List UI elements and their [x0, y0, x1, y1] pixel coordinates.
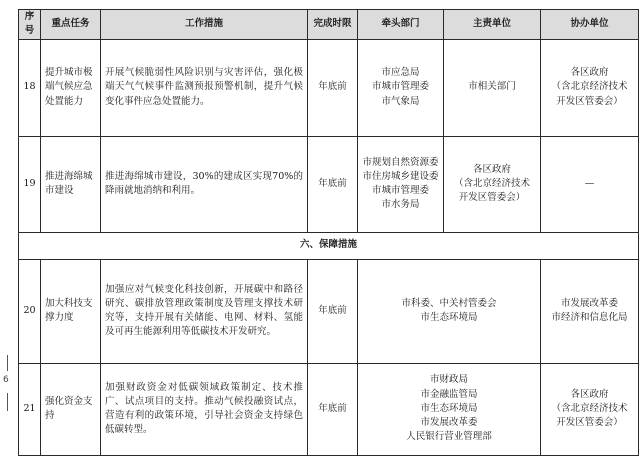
- row-assist: [541, 259, 639, 363]
- lead-dept: 市财政局: [429, 374, 468, 386]
- page-number: 6: [3, 375, 9, 385]
- row-responsible: [444, 136, 541, 232]
- table-row: [19, 259, 639, 363]
- row-deadline: 年底前: [308, 259, 358, 363]
- assist-unit: 市经济和信息化局: [551, 312, 628, 323]
- responsible-unit: 各区政府: [472, 163, 511, 175]
- table-row: [19, 136, 639, 232]
- lead-dept: 人民银行营业管理部: [406, 431, 492, 443]
- assist-unit: （含北京经济技术: [551, 81, 628, 93]
- row-lead: [358, 39, 444, 136]
- row-lead-merged: [358, 363, 541, 455]
- assist-unit: 各区政府: [570, 67, 609, 79]
- header-responsible: 主责单位: [444, 10, 541, 40]
- header-lead: 牵头部门: [358, 10, 444, 40]
- lead-dept: 市城市管理委: [371, 185, 429, 196]
- lead-dept: 市住房城乡建设委: [362, 170, 439, 182]
- row-responsible: [444, 39, 541, 136]
- row-lead: [358, 136, 444, 232]
- lead-dept: 市规划自然资源委: [362, 156, 439, 168]
- lead-dept: 市发展改革委: [420, 417, 478, 429]
- margin-page-marker: [2, 355, 14, 415]
- header-assist: 协办单位: [541, 10, 639, 40]
- row-lead-merged: [358, 259, 541, 363]
- lead-dept: 市城市管理委: [371, 81, 429, 93]
- margin-rule: [7, 355, 8, 371]
- task-table: [18, 9, 639, 456]
- responsible-unit: 开发区管委会）: [458, 192, 526, 204]
- responsible-unit: （含北京经济技术: [453, 177, 530, 189]
- lead-dept: 市科委、中关村管委会: [401, 297, 497, 309]
- lead-dept: 市气象局: [381, 95, 420, 107]
- row-deadline: 年底前: [308, 39, 358, 136]
- lead-dept: 市应急局: [381, 67, 420, 79]
- header-num: 序号: [19, 10, 41, 40]
- header-measure: 工作措施: [101, 10, 308, 40]
- row-measure: 加强应对气候变化科技创新，开展碳中和路径研究、碳排放管理政策制度及管理支撑技术研究等，支持开展有关储能、电网、材料、氢能及可再生能源利用等低碳技术开发研究。: [101, 259, 308, 363]
- lead-dept: 市水务局: [381, 199, 420, 211]
- row-deadline: 年底前: [308, 363, 358, 455]
- lead-dept: 市生态环境局: [420, 312, 478, 323]
- row-num: 19: [19, 136, 41, 232]
- margin-rule: [7, 393, 8, 411]
- assist-unit: （含北京经济技术: [551, 402, 628, 414]
- row-task: 推进海绵城市建设: [41, 136, 101, 232]
- assist-unit: —: [584, 177, 595, 189]
- row-assist: [541, 363, 639, 455]
- assist-unit: 市发展改革委: [560, 297, 618, 309]
- row-num: 21: [19, 363, 41, 455]
- row-num: 18: [19, 39, 41, 136]
- row-measure: 加强财政资金对低碳领域政策制定、技术推广、试点项目的支持。推动气候投融资试点，营造有利的政策环境，引导社会资金支持绿色低碳转型。: [101, 363, 308, 455]
- row-num: 20: [19, 259, 41, 363]
- lead-dept: 市生态环境局: [420, 402, 478, 414]
- header-deadline: 完成时限: [308, 10, 358, 40]
- row-measure: 开展气候脆弱性风险识别与灾害评估，强化极端天气气候事件监测预报预警机制，提升气候变化事件应急处置能力。: [101, 39, 308, 136]
- assist-unit: 各区政府: [570, 388, 609, 400]
- header-task: 重点任务: [41, 10, 101, 40]
- section-row: [19, 232, 639, 259]
- section-title: 六、保障措施: [19, 232, 639, 259]
- table-row: [19, 363, 639, 455]
- lead-dept: 市金融监管局: [420, 388, 478, 400]
- row-assist: [541, 39, 639, 136]
- row-task: 强化资金支持: [41, 363, 101, 455]
- row-task: 加大科技支撑力度: [41, 259, 101, 363]
- assist-unit: 开发区管委会）: [556, 95, 623, 107]
- row-measure: 推进海绵城市建设，30%的建成区实现70%的降雨就地消纳和利用。: [101, 136, 308, 232]
- assist-unit: 开发区管委会）: [556, 417, 623, 429]
- row-task: 提升城市极端气候应急处置能力: [41, 39, 101, 136]
- row-deadline: 年底前: [308, 136, 358, 232]
- responsible-unit: 市相关部门: [468, 81, 516, 93]
- row-assist: [541, 136, 639, 232]
- table-header-row: [19, 10, 639, 40]
- table-row: [19, 39, 639, 136]
